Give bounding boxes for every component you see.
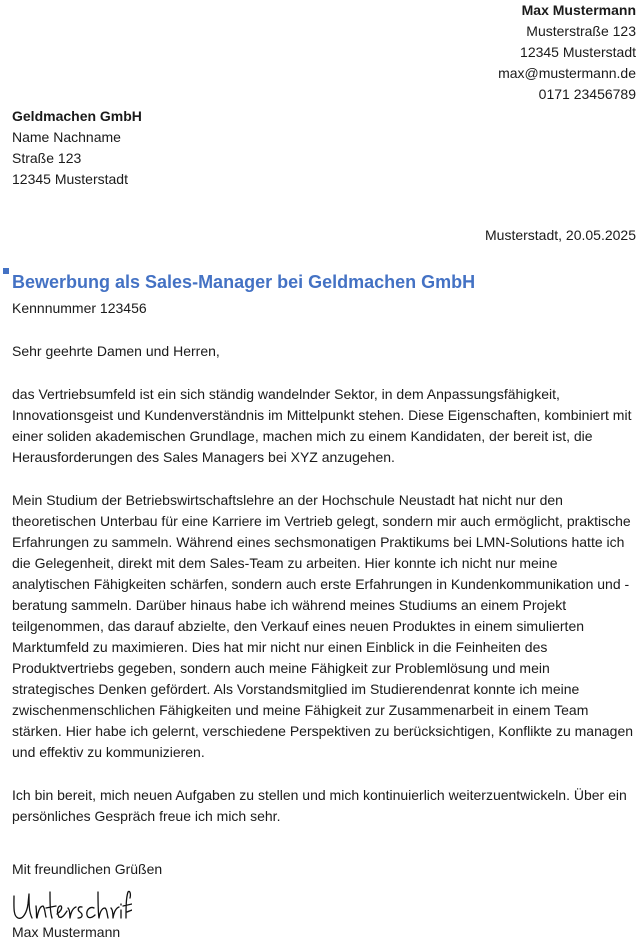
salutation: Sehr geehrte Damen und Herren, — [12, 343, 220, 359]
body-paragraph: Ich bin bereit, mich neuen Aufgaben zu stellen und mich kontinuierlich weiterzuentwickeln. Über ein persönliches Gespräch freue ich mich sehr. — [12, 787, 627, 824]
recipient-city: 12345 Musterstadt — [12, 171, 128, 187]
body-paragraph: Mein Studium der Betriebswirtschaftslehre an der Hochschule Neustadt hat nicht nur den theoretischen Unterbau für eine Karriere im Vertrieb gelegt, sondern mir auch ermöglicht, praktische Erfahrungen zu sammeln. Während eines sechsmonatigen Praktikums bei LMN-Solutions hatte ich die Gelegenheit, direkt mit dem Sales-Team zu arbeiten. Hier konnte ich nicht nur meine analytischen Fähigkeiten schärfen, sondern auch erste Erfahrungen in Kundenkommunikation und -beratung sammeln. Darüber hinaus habe ich während meines Studiums an einem Projekt teilgenommen, das darauf abzielte, den Verkauf eines neuen Produktes in einem simulierten Marktumfeld zu maximieren. Dies hat mir nicht nur einen Einblick in die Feinheiten des Produktvertriebs gegeben, sondern auch meine Fähigkeit zur Problemlösung und mein strategisches Denken gefördert. Als Vorstandsmitglied im Studierendenrat konnte ich meine zwischenmenschlichen Fähigkeiten und meine Fähigkeit zur Zusammenarbeit in einem Team stärken. Hier habe ich gelernt, verschiedene Perspektiven zu berücksichtigen, Konflikte zu managen und effektiv zu kommunizieren. — [12, 492, 634, 760]
sender-phone: 0171 23456789 — [538, 86, 636, 102]
recipient-block — [12, 106, 142, 190]
sender-block — [498, 0, 636, 105]
sender-street: Musterstraße 123 — [526, 23, 636, 39]
letter-date: Musterstadt, 20.05.2025 — [485, 227, 636, 243]
recipient-contact: Name Nachname — [12, 129, 121, 145]
signer-name: Max Mustermann — [12, 924, 121, 940]
signature-image — [10, 884, 132, 924]
sender-name: Max Mustermann — [521, 2, 636, 18]
closing-phrase: Mit freundlichen Grüßen — [12, 861, 163, 877]
body-paragraph: das Vertriebsumfeld ist ein sich ständig wandelnder Sektor, in dem Anpassungsfähigkeit, Innovationsgeist und Kundenverständnis im Mittelpunkt stehen. Diese Eigenschaften, kombiniert mit einer soliden akademischen Grundlage, machen mich zu einem Kandidaten, der bereit ist, die Herausforderungen des Sales Managers bei XYZ anzugehen. — [12, 386, 632, 465]
recipient-street: Straße 123 — [12, 150, 82, 166]
subject-marker-icon — [3, 268, 9, 274]
recipient-company: Geldmachen GmbH — [12, 108, 142, 124]
sender-email: max@mustermann.de — [498, 65, 636, 81]
letter-subject: Bewerbung als Sales-Manager bei Geldmachen GmbH — [12, 272, 476, 292]
reference-number: Kennnummer 123456 — [12, 300, 147, 316]
letter-body — [12, 384, 635, 849]
sender-city: 12345 Musterstadt — [520, 44, 636, 60]
